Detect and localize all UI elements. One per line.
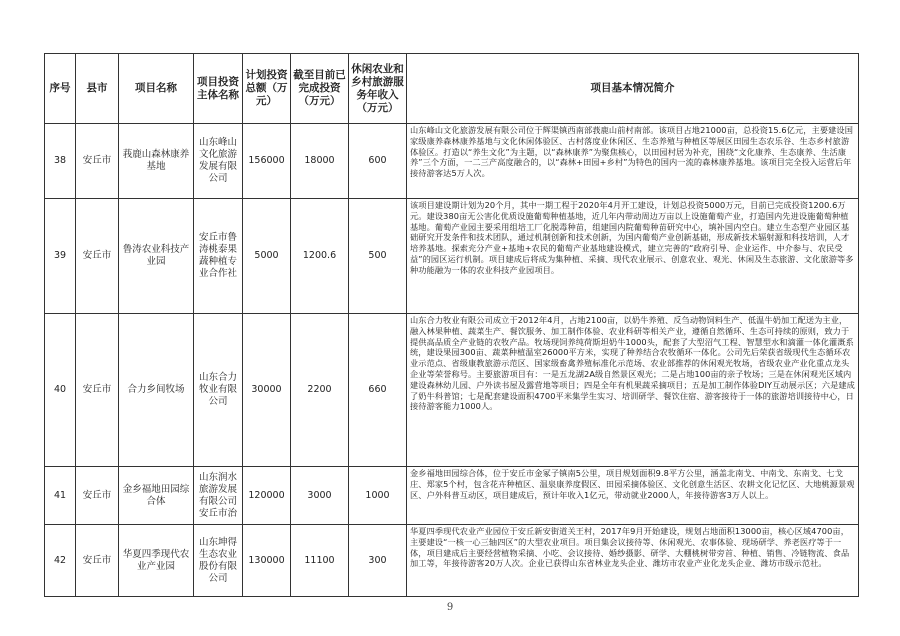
page-number: 9: [446, 602, 454, 613]
cell-revenue: 500: [349, 199, 407, 314]
cell-seq: 40: [45, 314, 76, 467]
cell-county: 安丘市: [76, 314, 119, 467]
cell-planned: 5000: [243, 199, 291, 314]
cell-county: 安丘市: [76, 467, 119, 525]
cell-revenue: 1000: [349, 467, 407, 525]
table-row: [45, 525, 859, 597]
cell-county: 安丘市: [76, 124, 119, 199]
header-planned: 计划投资总额（万元）: [243, 54, 291, 124]
table-row: [45, 314, 859, 467]
table-row: [45, 467, 859, 525]
cell-revenue: 300: [349, 525, 407, 597]
table-row: [45, 124, 859, 199]
cell-seq: 41: [45, 467, 76, 525]
cell-seq: 39: [45, 199, 76, 314]
cell-county: 安丘市: [76, 525, 119, 597]
cell-entity: 山东坤得生态农业股份有限公司: [194, 525, 243, 597]
cell-completed: 3000: [291, 467, 349, 525]
cell-entity: 山东润水旅游发展有限公司安丘市治: [194, 467, 243, 525]
cell-planned: 130000: [243, 525, 291, 597]
table-header-row: [45, 54, 859, 124]
cell-entity: 山东合力牧业有限公司: [194, 314, 243, 467]
header-entity: 项目投资主体名称: [194, 54, 243, 124]
cell-completed: 18000: [291, 124, 349, 199]
header-revenue: 休闲农业和乡村旅游服务年收入（万元）: [349, 54, 407, 124]
cell-entity: 山东峰山文化旅游发展有限公司: [194, 124, 243, 199]
cell-desc: 金乡福地田园综合体，位于安丘市金冢子镇南5公里，项目规划面积9.8平方公里，涵盖北南戈、中南戈、东南戈、七戈庄、郑家5个村，包含花卉种植区、温泉康养度假区、田园采摘体验区、文化创意生活区、农耕文化记忆区、大地桃源景观区、户外科普互动区，项目建成后，预计年收入1亿元，带动就业2000人，年接待游客3万人以上。: [407, 467, 859, 525]
cell-county: 安丘市: [76, 199, 119, 314]
cell-seq: 38: [45, 124, 76, 199]
header-desc: 项目基本情况简介: [407, 54, 859, 124]
cell-name: 合力乡间牧场: [119, 314, 194, 467]
cell-desc: 华夏四季现代农业产业园位于安丘新安街道关王村，2017年9月开始建设，规划占地面积13000亩，核心区域4700亩，主要建设“一核一心三轴四区”的大型农业项目。项目集会议接待等、休闲观光、农事体验、现场研学、养老医疗等于一体，项目建成后主要经营植物采摘、小吃、会议接待、婚纱摄影、研学、大棚桃树带旁首、种植、销售、冷链物流、食品加工等，年接待游客20万人次。企业已获得山东省林业龙头企业、潍坊市农业产业化龙头企业、潍坊市级示范社。: [407, 525, 859, 597]
table-row: [45, 199, 859, 314]
cell-entity: 安丘市鲁涛桃泰果蔬种植专业合作社: [194, 199, 243, 314]
cell-name: 鲁涛农业科技产业园: [119, 199, 194, 314]
project-table: [44, 53, 859, 597]
cell-completed: 11100: [291, 525, 349, 597]
header-seq: 序号: [45, 54, 76, 124]
cell-seq: 42: [45, 525, 76, 597]
header-completed: 截至目前已完成投资（万元）: [291, 54, 349, 124]
cell-name: 金乡福地田园综合体: [119, 467, 194, 525]
cell-desc: 该项目建设期计划为20个月，其中一期工程于2020年4月开工建设，计划总投资5000万元，目前已完成投资1200.6万元。建设380亩无公害化优质设施葡萄种植基地，近几年内带动周边万亩以上设施葡萄产业，打造国内先进设施葡萄种植基地。葡萄产业园主要采用组培工厂化脱毒种苗，组建国内院葡萄种苗研究中心，填补国内空白。建立生态型产业园区基础研究开发条件和技术团队，通过机制创新和技术创新，为国内葡萄产业创新基础，形成新技术辐射源和科技培训，人才培养基地。探索充分产业+基地+农民的葡萄产业基地建设模式，建立完善的“政府引导、企业运作、中介参与、农民受益”的园区运行机制。项目建成后将成为集种植、采摘、现代农业展示、创意农业、观光、休闲及生态旅游、文化旅游等多种功能融为一体的农业科技产业园项目。: [407, 199, 859, 314]
cell-revenue: 600: [349, 124, 407, 199]
cell-completed: 1200.6: [291, 199, 349, 314]
cell-name: 华夏四季现代农业产业园: [119, 525, 194, 597]
cell-planned: 30000: [243, 314, 291, 467]
header-county: 县市: [76, 54, 119, 124]
cell-desc: 山东合力牧业有限公司成立于2012年4月，占地2100亩，以奶牛养殖、反刍动物饲料生产、低温牛奶加工配送为主业，融入林果种植、蔬菜生产、餐饮服务、加工制作体验、农业科研等相关产业，遵循自然循环、生态可持续的原则，致力于提供高品质全产业链的农牧产品。牧场现饲养纯荷斯坦奶牛1000头，配套了大型沼气工程、智慧型水和滴灌一体化灌溉系统，建设果园300亩、蔬菜种植温室26000平方米，实现了种养结合农牧循环一体化。公司先后荣获省级现代生态循环农业示范点、省级康教旅游示范区、国家级畜禽养殖标准化示范场、农业部推荐的休闲观光牧场，省级农业产业化重点龙头企业等荣誉称号。主要旅游项目有：一是五龙湖2A级自然景区观光；二是占地100亩的亲子牧场；三是在休闲观光区域内建设森林幼儿园、户外读书屋及露营地等项目；四是全年有机果蔬采摘项目；五是加工制作体验DIY互动展示区；六是建成了奶牛科普馆；七是配套建设面积4700平米集学生实习、培训研学、餐饮住宿、游客接待于一体的旅游培训接待中心，日接待游客能力1000人。: [407, 314, 859, 467]
header-name: 项目名称: [119, 54, 194, 124]
cell-revenue: 660: [349, 314, 407, 467]
cell-name: 莪鹿山森林康养基地: [119, 124, 194, 199]
cell-desc: 山东峰山文化旅游发展有限公司位于辉渠镇西南部莪鹿山前村南部。该项目占地21000亩，总投资15.6亿元，主要建设国家级康养森林康养基地与文化休闲体验区、古村落度业休闲区、生态养殖与种植区等展区田园生态农乐谷、生态乡村旅游体验区。打造以“养生文化”为主题，以“森林康养”为聚焦核心，以田园村居为补充，围绕“文化康养、生态康养、生活康养”三个方面，一二三产高度融合的，以“森林+田园+乡村”为特色的国内一流的森林康养基地。该项目完全投入运营后年接待游客达5万人次。: [407, 124, 859, 199]
cell-planned: 156000: [243, 124, 291, 199]
cell-completed: 2200: [291, 314, 349, 467]
cell-planned: 120000: [243, 467, 291, 525]
